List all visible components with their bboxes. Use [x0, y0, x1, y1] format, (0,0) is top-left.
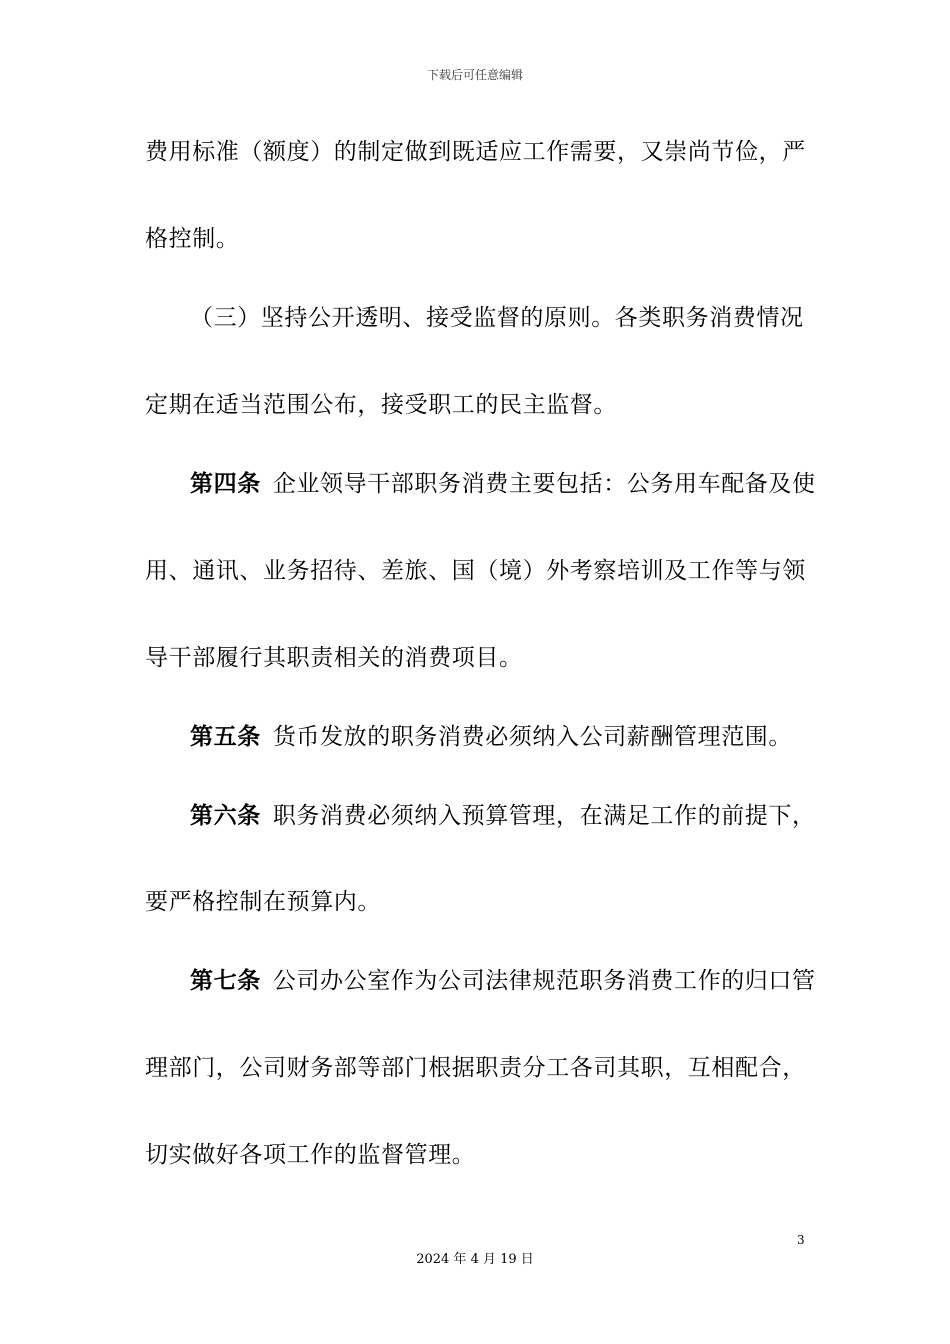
footer-date: 2024 年 4 月 19 日 — [416, 1252, 534, 1267]
article-7-label: 第七条 — [190, 968, 261, 994]
body-line-1: 费用标准（额度）的制定做到既适应工作需要，又崇尚节俭，严 — [145, 139, 806, 165]
article-5-text: 货币发放的职务消费必须纳入公司薪酬管理范围。 — [272, 724, 793, 750]
article-6-line-2: 要严格控制在预算内。 — [145, 889, 381, 915]
article-4-first-line — [190, 469, 816, 499]
article-4-line-2: 用、通讯、业务招待、差旅、国（境）外考察培训及工作等与领 — [145, 558, 806, 584]
article-7-first-line — [190, 966, 816, 996]
body-line-4: 定期在适当范围公布，接受职工的民主监督。 — [145, 392, 617, 418]
page-number: 3 — [797, 1233, 805, 1247]
article-4-line-3: 导干部履行其职责相关的消费项目。 — [145, 645, 523, 671]
article-5-line — [190, 722, 792, 752]
header-note: 下载后可任意编辑 — [426, 68, 523, 82]
article-7-text: 公司办公室作为公司法律规范职务消费工作的归口管 — [272, 968, 816, 994]
article-7-line-2: 理部门，公司财务部等部门根据职责分工各司其职，互相配合， — [145, 1055, 806, 1081]
article-6-label: 第六条 — [190, 803, 261, 829]
body-line-2: 格控制。 — [145, 226, 240, 252]
article-6-text: 职务消费必须纳入预算管理，在满足工作的前提下， — [272, 803, 816, 829]
body-line-3: （三）坚持公开透明、接受监督的原则。各类职务消费情况 — [190, 305, 804, 331]
article-6-first-line — [190, 801, 816, 831]
article-5-label: 第五条 — [190, 724, 261, 750]
article-4-text: 企业领导干部职务消费主要包括：公务用车配备及使 — [272, 471, 816, 497]
article-7-line-3: 切实做好各项工作的监督管理。 — [145, 1142, 476, 1168]
article-4-label: 第四条 — [190, 471, 261, 497]
